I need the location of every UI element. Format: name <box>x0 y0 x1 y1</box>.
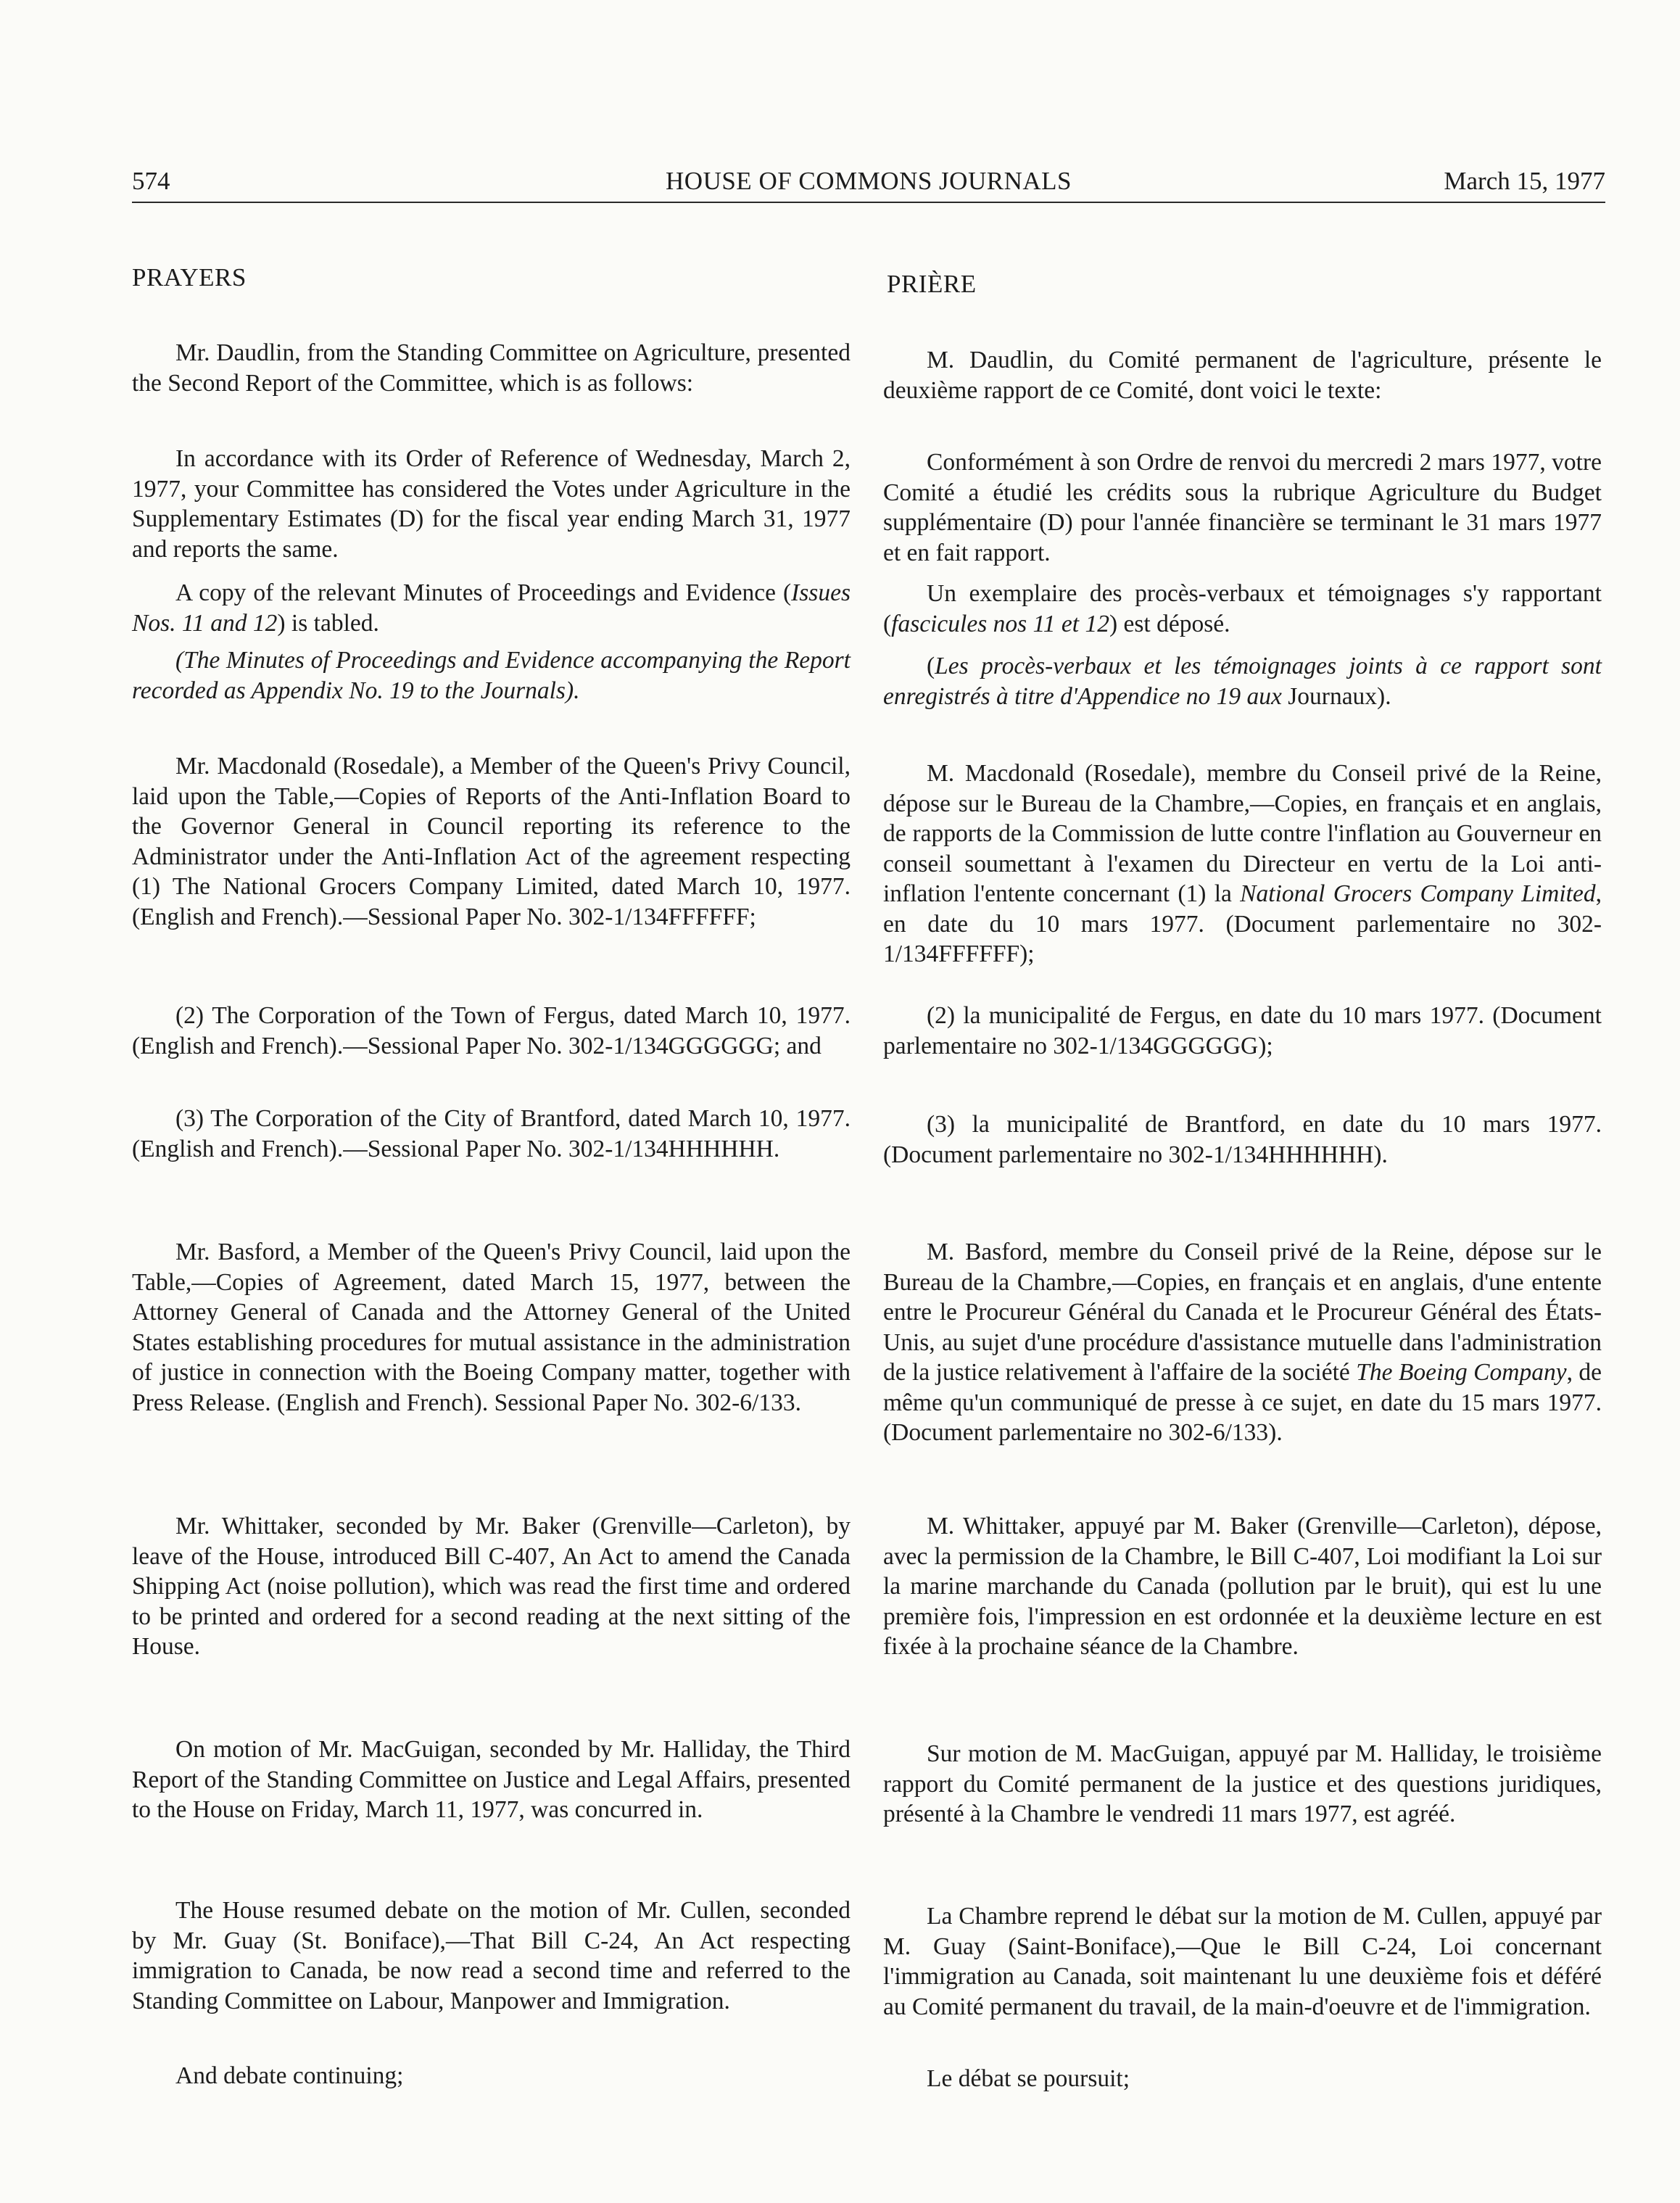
committee-report-text-fr: Conformément à son Ordre de renvoi du mercredi 2 mars 1977, votre Comité a étudié les crédits sous la rubrique Agriculture du Budget supplémentaire (D) pour l'année financière se terminant le 31 mars 1977 et en fait rapport. <box>883 449 1602 566</box>
basford-paragraph: Mr. Basford, a Member of the Queen's Privy Council, laid upon the Table,—Copies of Agreement, dated March 15, 1977, between the Attorney General of Canada and the Attorney General of the United States establishing procedures for mutual assistance in the administration of justice in connection with the Boeing Company matter, together with Press Release. (English and French). Sessional Paper No. 302-6/133. <box>132 1239 851 1416</box>
journal-date: March 15, 1977 <box>1444 167 1605 195</box>
daudlin-intro-fr: M. Daudlin, du Comité permanent de l'agriculture, présente le deuxième rapport de ce Comité, dont voici le texte: <box>883 347 1602 404</box>
macguigan-paragraph: On motion of Mr. MacGuigan, seconded by Mr. Halliday, the Third Report of the Standing Committee on Justice and Legal Affairs, presented to the House on Friday, March 11, 1977, was concurred in. <box>132 1736 851 1823</box>
cullen-paragraph: The House resumed debate on the motion of Mr. Cullen, seconded by Mr. Guay (St. Boniface),—That Bill C-24, An Act respecting immigration to Canada, be now read a second time and referred to the Standing Committee on Labour, Manpower and Immigration. <box>132 1897 851 2014</box>
appendix-note: (The Minutes of Proceedings and Evidence accompanying the Report recorded as Appendix No. 19 to the Journals). <box>132 647 851 704</box>
french-column <box>883 0 1602 2203</box>
minutes-tabled-fr: Un exemplaire des procès-verbaux et témoignages s'y rapportant (fascicules nos 11 et 12) est déposé. <box>883 580 1602 637</box>
basford-paragraph-fr: M. Basford, membre du Conseil privé de la Reine, dépose sur le Bureau de la Chambre,—Copies, en français et en anglais, d'une entente entre le Procureur Général du Canada et le Procureur Général des États-Unis, au sujet d'une procédure d'assistance mutuelle dans l'administration de la justice relativement à l'affaire de la société The Boeing Company, de même qu'un communiqué de presse à ce sujet, en date du 15 mars 1977. (Document parlementaire no 302-6/133). <box>883 1239 1602 1446</box>
cullen-paragraph-fr: La Chambre reprend le débat sur la motion de M. Cullen, appuyé par M. Guay (Saint-Boniface),—Que le Bill C-24, Loi concernant l'immigration au Canada, soit maintenant lu une deuxième fois et déféré au Comité permanent du travail, de la main-d'oeuvre et de l'immigration. <box>883 1903 1602 2020</box>
brantford-paragraph: (3) The Corporation of the City of Brantford, dated March 10, 1977. (English and French).—Sessional Paper No. 302-1/134HHHHHH. <box>132 1105 851 1162</box>
fergus-paragraph-fr: (2) la municipalité de Fergus, en date du 10 mars 1977. (Document parlementaire no 302-1/134GGGGGG); <box>883 1002 1602 1059</box>
macdonald-paragraph-fr: M. Macdonald (Rosedale), membre du Conseil privé de la Reine, dépose sur le Bureau de la Chambre,—Copies, en français et en anglais, de rapports de la Commission de lutte contre l'inflation au Gouverneur en conseil soumettant à l'examen du Directeur en vertu de la Loi anti-inflation l'entente concernant (1) la National Grocers Company Limited, en date du 10 mars 1977. (Document parlementaire no 302-1/134FFFFFF); <box>883 760 1602 967</box>
committee-report-text: In accordance with its Order of Reference of Wednesday, March 2, 1977, your Committee has considered the Votes under Agriculture in the Supplementary Estimates (D) for the fiscal year ending March 31, 1977 and reports the same. <box>132 445 851 563</box>
brantford-paragraph-fr: (3) la municipalité de Brantford, en date du 10 mars 1977. (Document parlementaire no 302-1/134HHHHHH). <box>883 1111 1602 1168</box>
journal-title: HOUSE OF COMMONS JOURNALS <box>666 167 1072 195</box>
debate-continuing: And debate continuing; <box>175 2062 404 2089</box>
daudlin-intro: Mr. Daudlin, from the Standing Committee on Agriculture, presented the Second Report of the Committee, which is as follows: <box>132 339 851 397</box>
whittaker-paragraph: Mr. Whittaker, seconded by Mr. Baker (Grenville—Carleton), by leave of the House, introduced Bill C-407, An Act to amend the Canada Shipping Act (noise pollution), which was read the first time and ordered to be printed and ordered for a second reading at the next sitting of the House. <box>132 1513 851 1660</box>
debate-continuing-fr: Le débat se poursuit; <box>927 2065 1130 2092</box>
appendix-note-fr: (Les procès-verbaux et les témoignages joints à ce rapport sont enregistrés à titre d'Appendice no 19 aux Journaux). <box>883 653 1602 710</box>
whittaker-paragraph-fr: M. Whittaker, appuyé par M. Baker (Grenville—Carleton), dépose, avec la permission de la Chambre, le Bill C-407, Loi modifiant la Loi sur la marine marchande du Canada (pollution par le bruit), qui est lu une première fois, l'impression en est ordonnée et la deuxième lecture en est fixée à la prochaine séance de la Chambre. <box>883 1513 1602 1660</box>
priere-heading: PRIÈRE <box>887 270 977 298</box>
macguigan-paragraph-fr: Sur motion de M. MacGuigan, appuyé par M. Halliday, le troisième rapport du Comité permanent de la justice et des questions juridiques, présenté à la Chambre le vendredi 11 mars 1977, est agréé. <box>883 1740 1602 1827</box>
prayers-heading: PRAYERS <box>132 263 247 292</box>
minutes-tabled: A copy of the relevant Minutes of Proceedings and Evidence (Issues Nos. 11 and 12) is tabled. <box>132 579 851 637</box>
fergus-paragraph: (2) The Corporation of the Town of Fergus, dated March 10, 1977. (English and French).—Sessional Paper No. 302-1/134GGGGGG; and <box>132 1002 851 1059</box>
macdonald-paragraph: Mr. Macdonald (Rosedale), a Member of the Queen's Privy Council, laid upon the Table,—Copies of Reports of the Anti-Inflation Board to the Governor General in Council reporting its reference to the Administrator under the Anti-Inflation Act of the agreement respecting (1) The National Grocers Company Limited, dated March 10, 1977. (English and French).—Sessional Paper No. 302-1/134FFFFFF; <box>132 753 851 930</box>
english-column <box>132 0 851 2203</box>
page-number: 574 <box>132 167 170 195</box>
